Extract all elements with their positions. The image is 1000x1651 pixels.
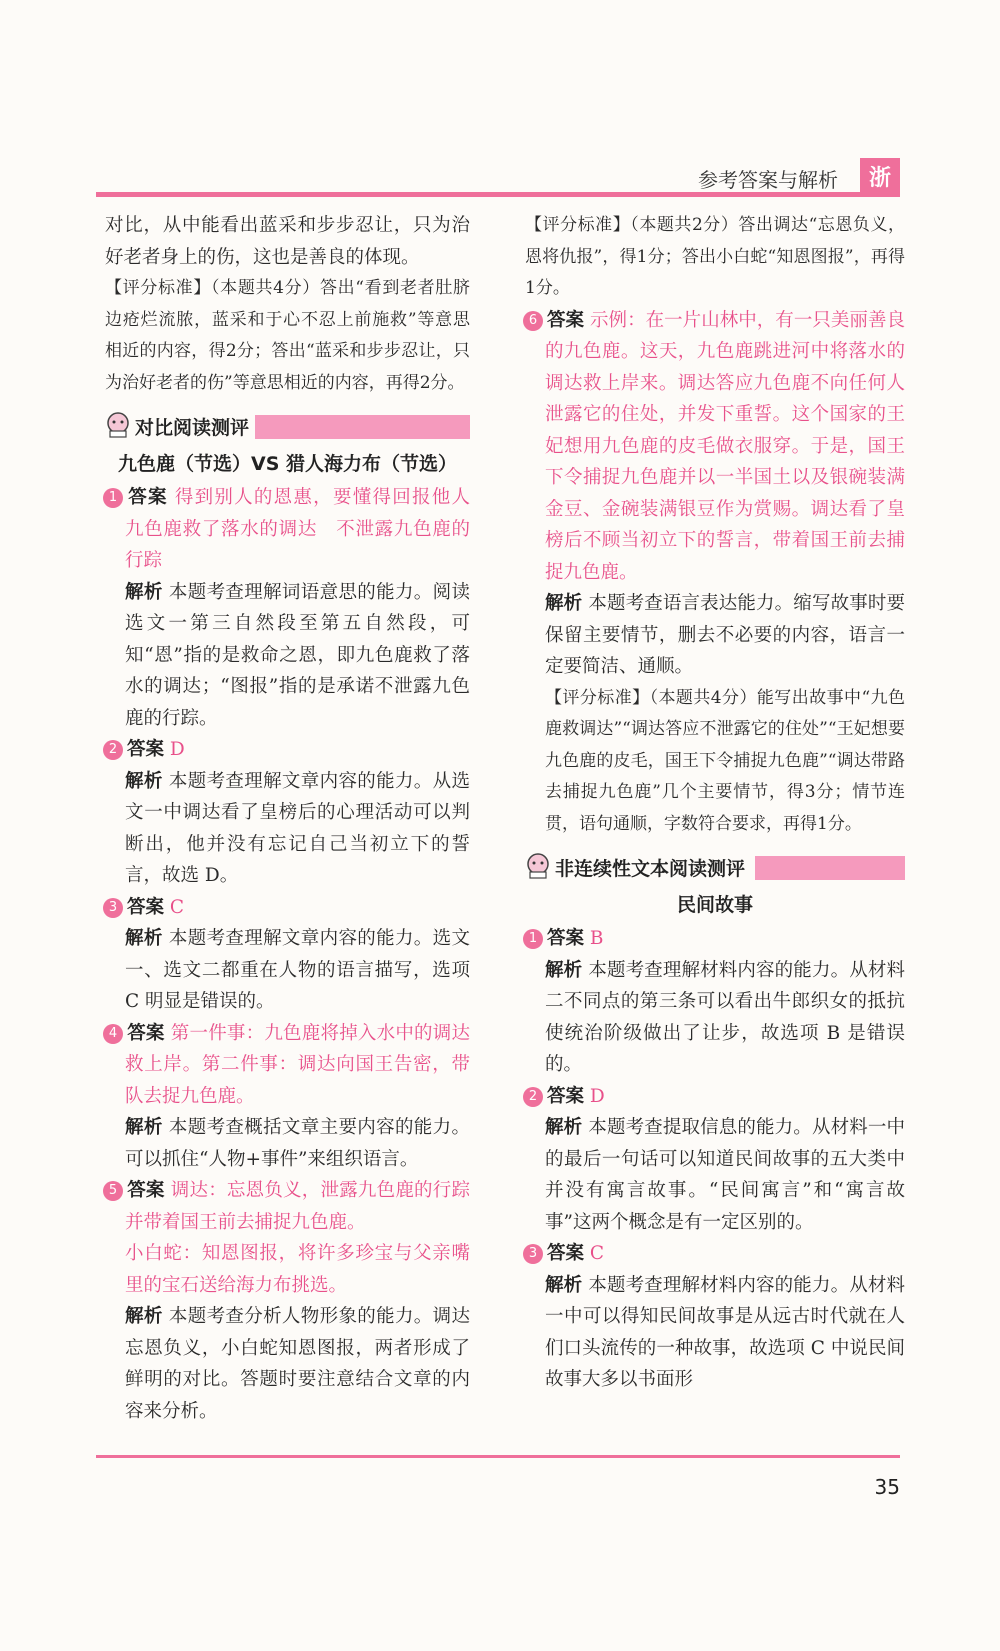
analysis-label: 解析 (125, 1306, 163, 1327)
analysis-text: 本题考查理解文章内容的能力。选文一、选文二都重在人物的语言描写，选项 C 明显是错误的。 (125, 928, 470, 1012)
scoring-criteria: 【评分标准】（本题共2分）答出调达“忘恩负义，恩将仇报”，得1分；答出小白蛇“知恩图报”，再得1分。 (525, 215, 905, 298)
analysis-label: 解析 (125, 581, 163, 603)
analysis-label: 解析 (125, 770, 163, 792)
analysis-text: 本题考查分析人物形象的能力。调达忘恩负义，小白蛇知恩图报，两者形成了鲜明的对比。答题时要注意结合文章的内容来分析。 (125, 1306, 470, 1422)
intro-text: 对比，从中能看出蓝采和步步忍让，只为治好老者身上的伤，这也是善良的体现。 (105, 215, 470, 268)
answer-label: 答案 (127, 1180, 165, 1201)
question-number: 1 (523, 929, 543, 949)
analysis-text: 本题考查提取信息的能力。从材料一中的最后一句话可以知道民间故事的五大类中并没有寓言故事。“民间寓言”和“寓言故事”这两个概念是有一定区别的。 (545, 1117, 905, 1233)
footer-rule (96, 1455, 900, 1458)
analysis-label: 解析 (125, 928, 163, 949)
analysis-label: 解析 (545, 959, 583, 981)
analysis-text: 本题考查理解材料内容的能力。从材料一中可以得知民间故事是从远古时代就在人们口头流传的一种故事，故选项 C 中说民间故事大多以书面形 (545, 1274, 905, 1390)
reading-icon (525, 852, 551, 880)
answer-text: C (169, 896, 185, 918)
right-column (525, 210, 905, 1396)
answer-text: B (589, 928, 604, 949)
question-5 (105, 1175, 470, 1427)
answer-text: 示例：在一片山林中，有一只美丽善良的九色鹿。这天，九色鹿跳进河中将落水的调达救上岸来。调达答应九色鹿不向任何人泄露它的住处，并发下重誓。这个国家的王妃想用九色鹿的皮毛做衣服穿。于是，国王下令捕捉九色鹿并以一半国土以及银碗装满金豆、金碗装满银豆作为赏赐。调达看了皇榜后不顾当初立下的誓言，带着国王前去捕捉九色鹿。 (545, 309, 905, 583)
analysis-text: 本题考查语言表达能力。缩写故事时要保留主要情节，删去不必要的内容，语言一定要简洁、通顺。 (545, 593, 905, 677)
reading-icon (105, 411, 131, 439)
section-header-nonlinear (525, 850, 905, 884)
left-column (105, 210, 489, 1427)
answer-text: 调达：忘恩负义，泄露九色鹿的行踪并带着国王前去捕捉九色鹿。 (125, 1180, 470, 1233)
section-title: 非连续性文本阅读测评 (555, 858, 746, 880)
answer-label: 答案 (127, 739, 165, 760)
question-2 (105, 734, 470, 892)
answer-text: C (589, 1243, 605, 1264)
question-6 (525, 305, 905, 841)
section-bar (755, 856, 905, 880)
question-number: 1 (103, 488, 123, 508)
header-rule (96, 192, 900, 197)
answer-label: 答案 (547, 1243, 585, 1264)
section-subtitle: 九色鹿（节选）VS 猎人海力布（节选） (117, 453, 457, 475)
page-header (96, 160, 900, 196)
question-number: 2 (523, 1087, 543, 1107)
analysis-text: 本题考查理解词语意思的能力。阅读选文一第三自然段至第五自然段，可知“恩”指的是救命之恩，即九色鹿救了落水的调达；“图报”指的是承诺不泄露九色鹿的行踪。 (125, 581, 470, 729)
answer-text: 得到别人的恩惠，要懂得回报他人 九色鹿救了落水的调达 不泄露九色鹿的行踪 (125, 487, 489, 571)
analysis-text: 本题考查概括文章主要内容的能力。可以抓住“人物+事件”来组织语言。 (125, 1117, 470, 1170)
answer-label: 答案 (127, 896, 165, 918)
analysis-label: 解析 (545, 1117, 583, 1138)
section-title: 对比阅读测评 (135, 417, 250, 439)
question-number: 3 (523, 1244, 543, 1264)
header-title: 参考答案与解析 (698, 168, 838, 192)
answer-label: 答案 (547, 928, 585, 949)
question-1 (525, 923, 905, 1081)
question-1 (105, 482, 489, 734)
answer-text-2: 小白蛇：知恩图报，将许多珍宝与父亲嘴里的宝石送给海力布挑选。 (125, 1243, 470, 1296)
answer-text: D (589, 1085, 605, 1107)
answer-label: 答案 (127, 487, 168, 508)
answer-text: 第一件事：九色鹿将掉入水中的调达救上岸。第二件事：调达向国王告密，带队去捉九色鹿。 (125, 1022, 470, 1107)
province-badge: 浙 (860, 158, 900, 194)
analysis-label: 解析 (545, 593, 583, 614)
question-2 (525, 1081, 905, 1239)
answer-label: 答案 (127, 1022, 165, 1044)
question-number: 3 (103, 898, 123, 918)
section-subtitle: 民间故事 (676, 894, 753, 916)
question-number: 2 (103, 740, 123, 760)
section-header-comparison (105, 409, 470, 443)
scoring-criteria: 【评分标准】（本题共4分）答出“看到老者肚脐边疮烂流脓，蓝采和于心不忍上前施救”等意思相近的内容，得2分；答出“蓝采和步步忍让，只为治好老者的伤”等意思相近的内容，再得2分。 (105, 278, 470, 393)
question-number: 5 (103, 1181, 123, 1201)
section-bar (255, 415, 470, 439)
question-3 (105, 892, 470, 1018)
analysis-label: 解析 (545, 1274, 583, 1296)
analysis-label: 解析 (125, 1117, 163, 1138)
page-number: 35 (874, 1475, 900, 1499)
question-4 (105, 1018, 470, 1176)
answer-text: D (169, 739, 185, 760)
question-number: 4 (103, 1024, 123, 1044)
question-3 (525, 1238, 905, 1396)
analysis-text: 本题考查理解文章内容的能力。从选文一中调达看了皇榜后的心理活动可以判断出，他并没有忘记自己当初立下的誓言，故选 D。 (125, 770, 470, 886)
question-number: 6 (523, 311, 543, 331)
answer-label: 答案 (547, 1085, 585, 1107)
scoring-criteria: 【评分标准】（本题共4分）能写出故事中“九色鹿救调达”“调达答应不泄露它的住处”“王妃想要九色鹿的皮毛，国王下令捕捉九色鹿”“调达带路去捕捉九色鹿”几个主要情节，得3分；情节连贯，语句通顺，字数符合要求，再得1分。 (545, 687, 905, 834)
analysis-text: 本题考查理解材料内容的能力。从材料二不同点的第三条可以看出牛郎织女的抵抗使统治阶级做出了让步，故选项 B 是错误的。 (545, 959, 905, 1075)
answer-label: 答案 (547, 309, 585, 331)
